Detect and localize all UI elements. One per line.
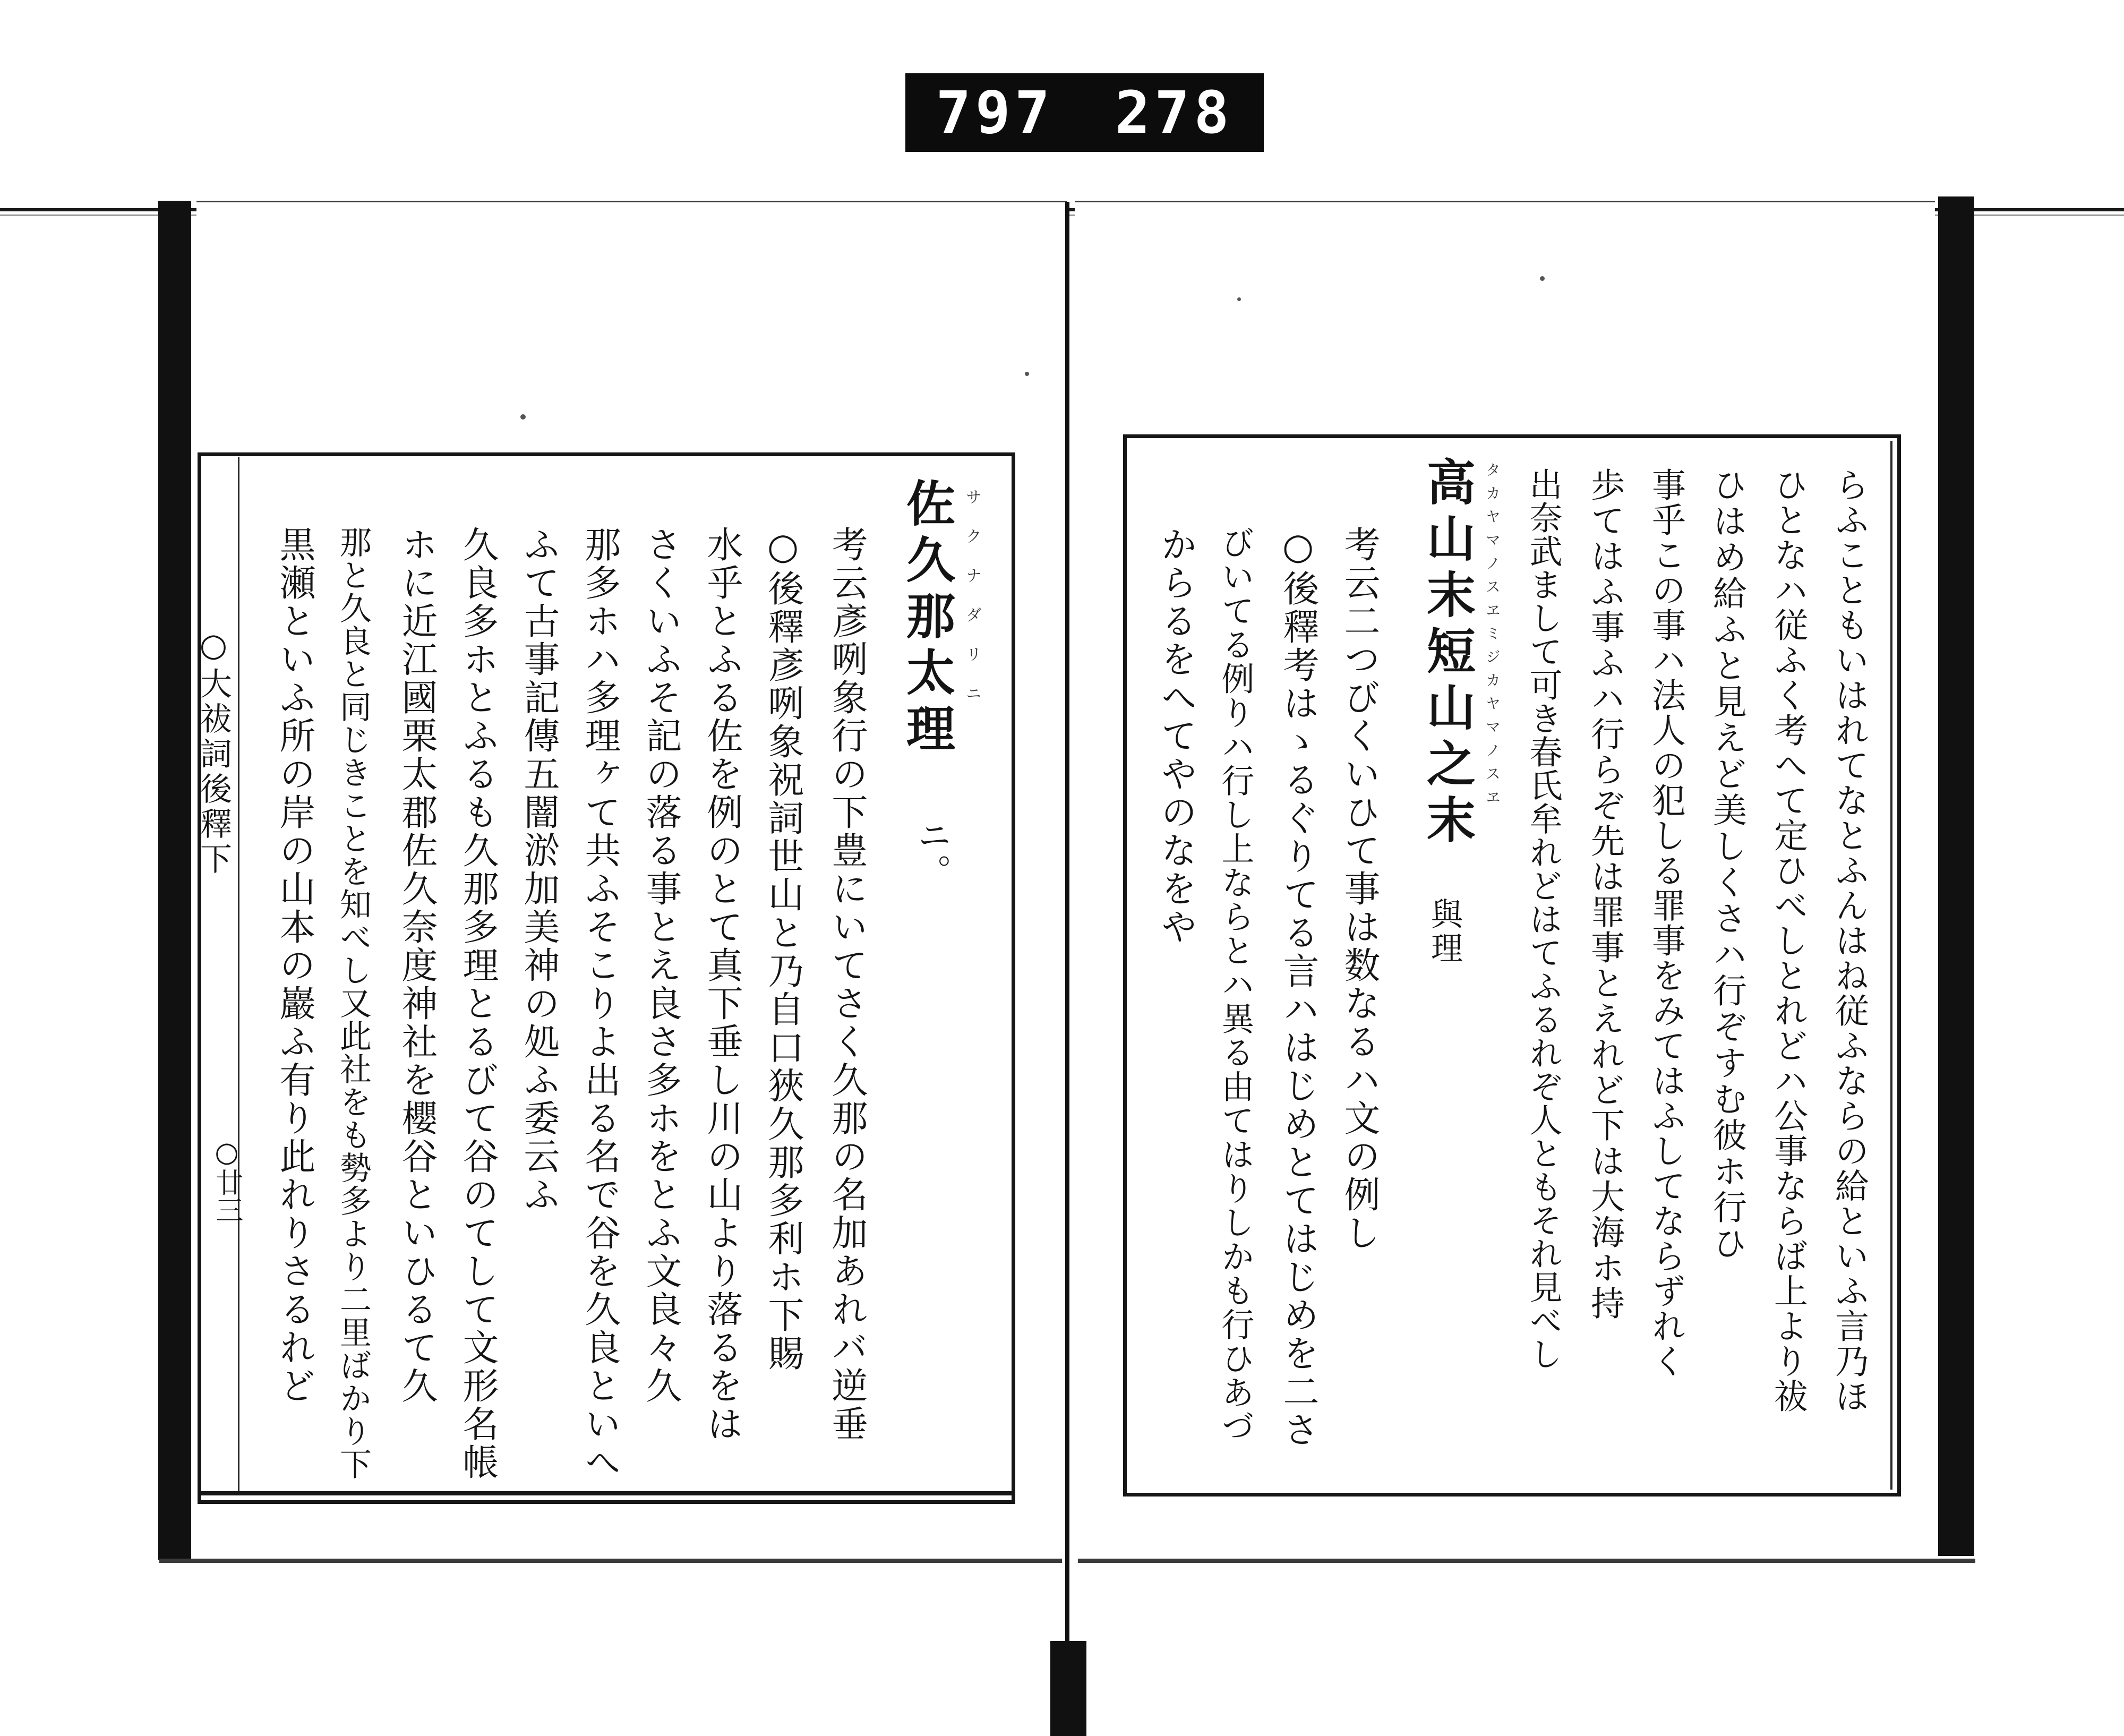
body-line: 事乎この事ハ法人の犯しる罪事をみてはふしてならずれく [1646, 467, 1685, 1379]
body-line: 那多ホハ多理ヶて共ふそこりよ出る名で谷を久良といへ [579, 526, 621, 1482]
film-number-left: 797 [936, 79, 1055, 147]
body-line: さくいふそ記の落る事とえ良さ多ホをとふ文良々久 [640, 526, 682, 1405]
body-line: 出奈武まして可き春氏牟れどはてふるれぞ人ともそれ見べし [1524, 467, 1563, 1371]
left-header-rule [238, 457, 239, 1491]
heading-suffix: ニ。 [912, 818, 951, 890]
right-frame-inner-rule [1890, 441, 1892, 1490]
body-line: ふて古事記傳五闇淤加美神の処ふ委云ふ [518, 526, 560, 1214]
heading-reading: サクナダリニ [963, 489, 981, 724]
right-heading: 高山末短山之末 [1419, 457, 1476, 851]
film-number-right: 278 [1115, 79, 1234, 147]
folio-number: ○廿三 [211, 1136, 243, 1224]
right-heading-suffix: 與理 [1426, 897, 1463, 965]
right-heading-reading: タカヤマノスヱミジカヤマノスヱ [1484, 462, 1501, 813]
scan-speck [1237, 297, 1241, 301]
heading: 佐久那太理 [898, 478, 956, 759]
scan-speck [520, 414, 526, 420]
left-page-stack [159, 1559, 1062, 1563]
running-header: ○大祓詞後釋下 [195, 627, 232, 877]
body-line: ひとなハ従ふく考へて定ひべしとれどハ公事ならば上より祓 [1768, 467, 1808, 1414]
body-line: からるをへてやのなをや [1155, 526, 1197, 946]
body-line: 水乎とふる佐を例のとて真下垂し川の山より落るをは [701, 526, 743, 1443]
body-line: 黒瀬といふ所の岸の山本の巖ふ有り此れりさるれど [273, 526, 315, 1405]
scan-speck [1540, 276, 1545, 281]
book-gutter [1065, 202, 1069, 1678]
body-line: 歩てはふ事ふハ行らぞ先は罪事とえれど下は大海ホ持 [1585, 467, 1624, 1321]
body-line: 久良多ホとふるも久那多理とるびて谷のてして文形名帳 [457, 526, 499, 1482]
body-line: ○後釋彥咧象祝詞世山と乃自口狹久那多利ホ下賜 [762, 526, 804, 1373]
left-frame-bottom-rule [198, 1491, 1015, 1495]
body-line: ○後釋考はゝるぐりてる言ハはじめとてはじめを二さ [1277, 526, 1319, 1449]
body-line: 考云彥咧象行の下豊にいてさく久那の名加あれバ逆垂 [826, 526, 868, 1443]
body-line: 考云二つびくいひて事は数なるハ文の例し [1338, 526, 1380, 1252]
gutter-shadow [1050, 1641, 1086, 1736]
film-number-label [905, 73, 1264, 152]
body-line: ひはめ給ふと見えど美しくさハ行ぞすむ彼ホ行ひ [1707, 467, 1746, 1262]
body-line: 那と久良と同じきことを知べし又此社をも勢多より二里ばかり下 [335, 526, 372, 1481]
body-line: ホに近江國栗太郡佐久奈度神社を櫻谷といひるて久 [396, 526, 438, 1405]
body-line: らふこともいはれてなとふんはね従ふならの給といふ言乃ほ [1829, 467, 1869, 1414]
left-binding-edge [158, 201, 191, 1560]
scan-speck [1025, 372, 1029, 376]
body-line: びいてる例りハ行し上ならとハ異る由てはりしかも行ひあづ [1216, 526, 1255, 1443]
right-page-stack [1078, 1559, 1975, 1563]
right-binding-edge [1938, 196, 1974, 1556]
